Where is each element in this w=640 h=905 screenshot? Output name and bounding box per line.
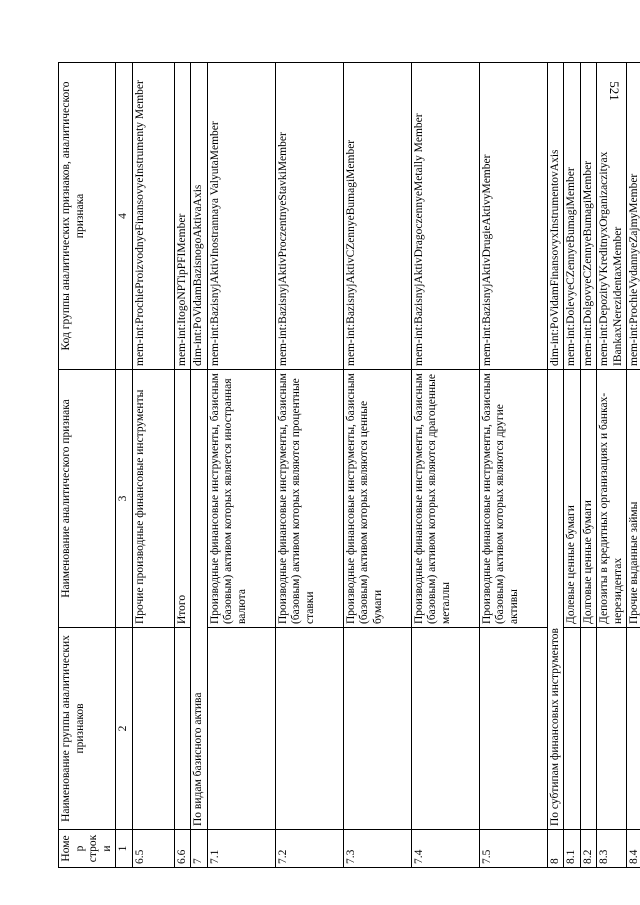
column-number: 2 xyxy=(116,628,133,830)
feature-name-cell: Производные финансовые инструменты, базисным (базовым) активом которых являются процентные ставки xyxy=(275,370,343,628)
group-name-cell xyxy=(411,628,479,830)
code-cell: mem-int:BazisnyjAktivCZennyeBumagiMember xyxy=(343,63,411,370)
table-row xyxy=(597,63,627,868)
code-cell: mem-int:ItogoNPTipPFIMember xyxy=(174,63,191,370)
row-number-cell: 6.6 xyxy=(174,830,191,868)
code-cell: mem-int:DolevyeCZennyeBumagiMember xyxy=(564,63,581,370)
table-row xyxy=(411,63,479,868)
group-name-cell xyxy=(174,628,191,830)
code-cell: dim-int:PoVidamBazisnogoAktivaAxis xyxy=(191,63,208,370)
group-name-cell xyxy=(343,628,411,830)
code-cell: mem-int:ProchieProizvodnyeFinansovyeInstrumenty Member xyxy=(132,63,174,370)
header-row-number: Номер строки xyxy=(59,830,116,868)
code-cell: mem-int:BazisnyjAktivProczentnyeStavkiMember xyxy=(275,63,343,370)
group-name-cell xyxy=(564,628,581,830)
row-number-cell: 8 xyxy=(547,830,564,868)
table-row xyxy=(547,63,564,868)
feature-name-cell: Депозиты в кредитных организациях и банках-нерезидентах xyxy=(597,370,627,628)
table-row xyxy=(132,63,174,868)
group-name-cell: По субтипам финансовых инструментов xyxy=(547,370,564,830)
group-name-cell xyxy=(479,628,547,830)
group-name-cell xyxy=(132,628,174,830)
analytic-features-table xyxy=(58,62,640,868)
row-number-cell: 7.4 xyxy=(411,830,479,868)
group-name-cell xyxy=(275,628,343,830)
table-row xyxy=(580,63,597,868)
feature-name-cell: Производные финансовые инструменты, базисным (базовым) активом которых являются драгоценные металлы xyxy=(411,370,479,628)
feature-name-cell: Производные финансовые инструменты, базисным (базовым) активом которых является иностранная валюта xyxy=(207,370,275,628)
table-header-row xyxy=(59,63,116,868)
row-number-cell: 8.2 xyxy=(580,830,597,868)
code-cell: mem-int:BazisnyjAktivDrugieAktivyMember xyxy=(479,63,547,370)
group-name-cell xyxy=(627,628,640,830)
column-number-row xyxy=(116,63,133,868)
header-code: Код группы аналитических признаков, аналитического признака xyxy=(59,63,116,370)
table-row xyxy=(343,63,411,868)
header-feature-name: Наименование аналитического признака xyxy=(59,370,116,628)
code-cell: mem-int:DepozityVKreditnyxOrganizaczityax IBankaxNerezidentaxMember xyxy=(597,63,627,370)
column-number: 3 xyxy=(116,370,133,628)
row-number-cell: 7.1 xyxy=(207,830,275,868)
code-cell: dim-int:PoVidamFinansovyxInstrumentovAxis xyxy=(547,63,564,370)
table-body xyxy=(116,63,640,868)
table-row xyxy=(275,63,343,868)
feature-name-cell: Производные финансовые инструменты, базисным (базовым) активом которых являются другие активы xyxy=(479,370,547,628)
row-number-cell: 7 xyxy=(191,830,208,868)
group-name-cell xyxy=(580,628,597,830)
code-cell: mem-int:BazisnyjAktivInostrannaya ValyutaMember xyxy=(207,63,275,370)
feature-name-cell: Прочие производные финансовые инструменты xyxy=(132,370,174,628)
table-row xyxy=(564,63,581,868)
table-row xyxy=(479,63,547,868)
row-number-cell: 7.3 xyxy=(343,830,411,868)
table-row xyxy=(174,63,191,868)
row-number-cell: 7.5 xyxy=(479,830,547,868)
group-name-cell xyxy=(207,628,275,830)
feature-name-cell: Долговые ценные бумаги xyxy=(580,370,597,628)
group-name-cell xyxy=(597,628,627,830)
group-name-cell: По видам базисного актива xyxy=(191,370,208,830)
code-cell: mem-int:BazisnyjAktivDragoczennyeMetally Member xyxy=(411,63,479,370)
feature-name-cell: Прочие выданные займы xyxy=(627,370,640,628)
row-number-cell: 8.1 xyxy=(564,830,581,868)
column-number: 1 xyxy=(116,830,133,868)
row-number-cell: 6.5 xyxy=(132,830,174,868)
page-number: 521 xyxy=(606,81,622,101)
row-number-cell: 8.4 xyxy=(627,830,640,868)
header-group-name: Наименование группы аналитических признаков xyxy=(59,628,116,830)
code-cell: mem-int:ProchieVydannyeZajmyMember xyxy=(627,63,640,370)
feature-name-cell: Итого xyxy=(174,370,191,628)
code-cell: mem-int:DolgovyeCZennyeBumagiMember xyxy=(580,63,597,370)
feature-name-cell: Долевые ценные бумаги xyxy=(564,370,581,628)
row-number-cell: 8.3 xyxy=(597,830,627,868)
table-row xyxy=(191,63,208,868)
row-number-cell: 7.2 xyxy=(275,830,343,868)
table-row xyxy=(207,63,275,868)
feature-name-cell: Производные финансовые инструменты, базисным (базовым) активом которых являются ценные бумаги xyxy=(343,370,411,628)
table-row xyxy=(627,63,640,868)
column-number: 4 xyxy=(116,63,133,370)
